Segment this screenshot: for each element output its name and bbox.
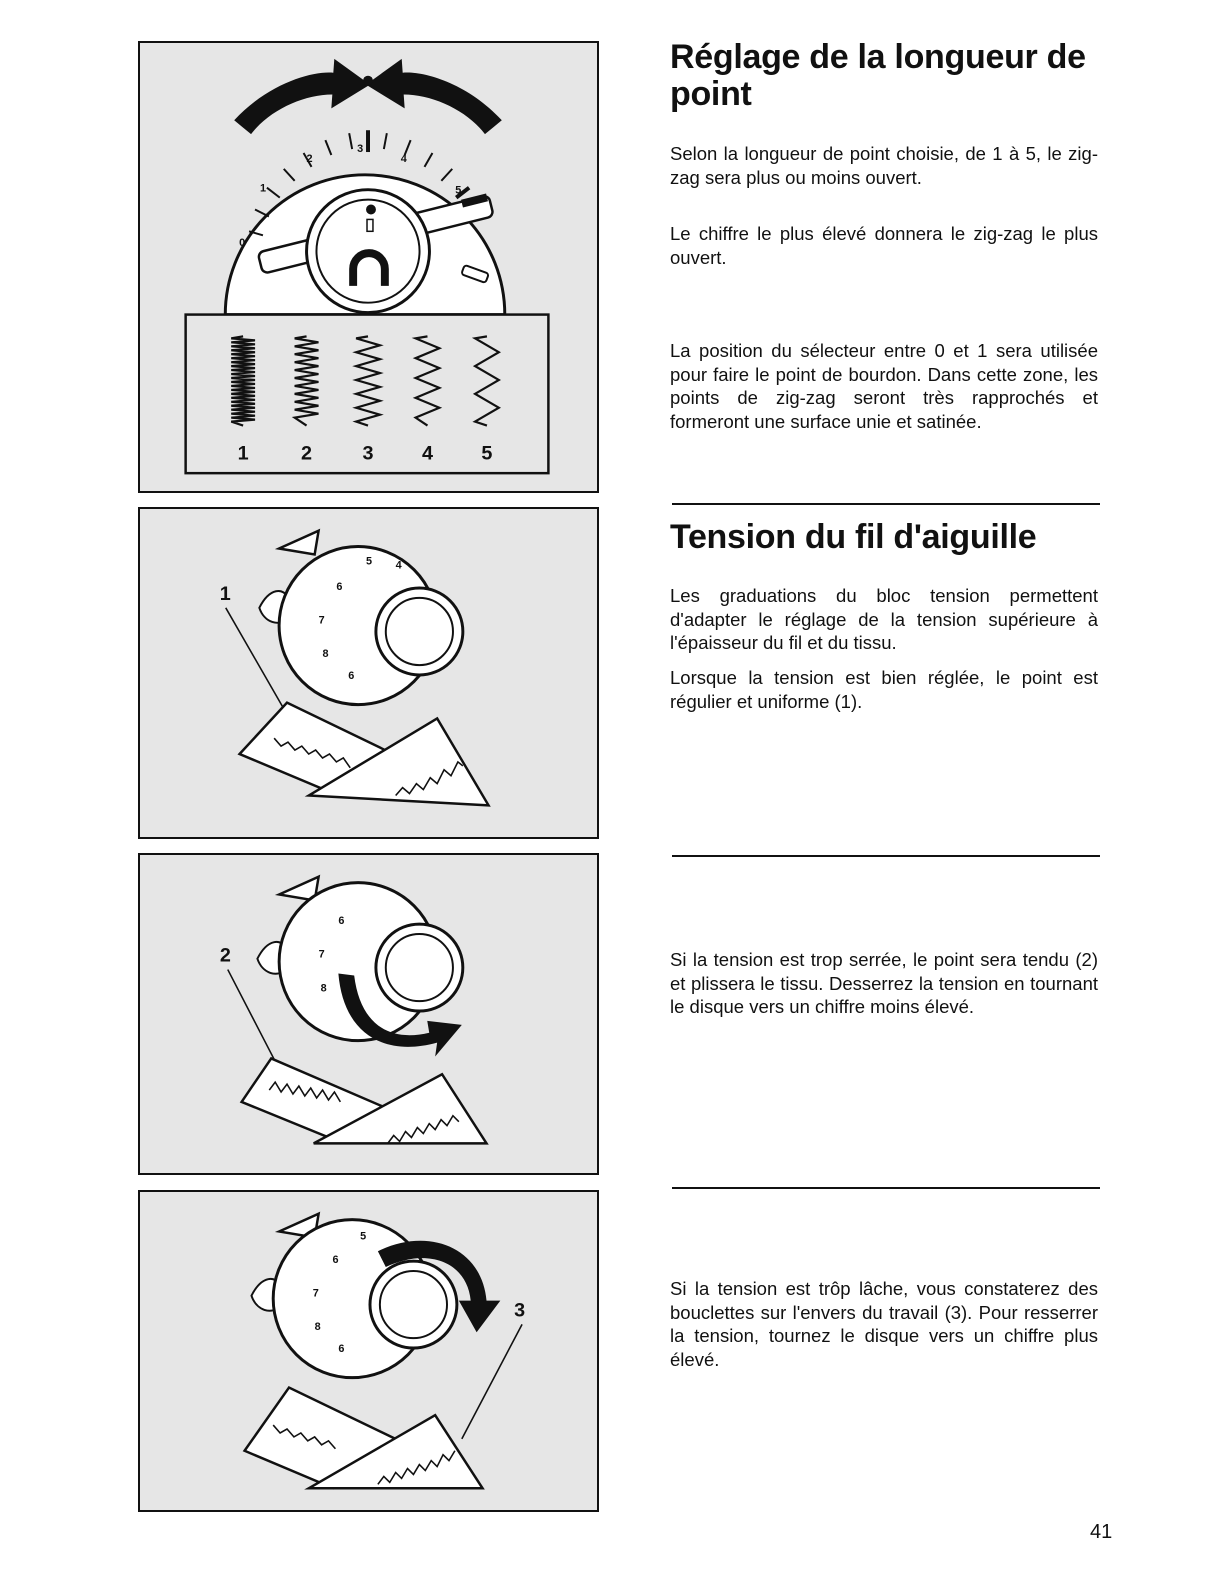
section-title-stitch-length: Réglage de la longueur de point	[670, 38, 1086, 113]
tension-knob-tight-illustration	[140, 855, 597, 1173]
stitch-label-2: 2	[301, 442, 313, 465]
knob-number-7: 7	[318, 614, 325, 627]
paragraph-tension-4: Si la tension est trôp lâche, vous constaterez des bouclettes sur l'envers du travail (3). Pour resserrer la tension, tournez le disque vers un chiffre plus élevé.	[670, 1278, 1098, 1370]
figure-tension-too-loose	[138, 1190, 599, 1512]
figure-tension-too-tight	[138, 853, 599, 1175]
paragraph-tension-2: Lorsque la tension est bien réglée, le point est régulier et uniforme (1).	[670, 667, 1098, 712]
callout-2: 2	[219, 944, 231, 967]
divider	[672, 1187, 1100, 1189]
divider	[672, 503, 1100, 505]
divider	[672, 855, 1100, 857]
paragraph-stitch-length-1: Selon la longueur de point choisie, de 1 à 5, le zig-zag sera plus ou moins ouvert.	[670, 143, 1098, 188]
stitch-label-3: 3	[362, 442, 374, 465]
stitch-label-5: 5	[481, 442, 493, 465]
knob-number-6b: 6	[348, 669, 355, 682]
callout-1: 1	[219, 582, 231, 605]
dial-number-4: 4	[400, 152, 407, 165]
stitch-length-dial-illustration	[140, 43, 597, 491]
paragraph-tension-3: Si la tension est trop serrée, le point sera tendu (2) et plissera le tissu. Desserrez la tension en tournant le disque vers un chiffre moins élevé.	[670, 949, 1098, 1017]
knob-number-6: 6	[336, 581, 343, 594]
knob-number-5: 5	[366, 555, 373, 568]
knob-number-7: 7	[318, 948, 325, 961]
knob-number-7: 7	[312, 1287, 319, 1300]
knob-number-8: 8	[314, 1321, 321, 1334]
page-number: 41	[1090, 1521, 1113, 1543]
dial-number-3: 3	[357, 143, 364, 156]
paragraph-stitch-length-2: Le chiffre le plus élevé donnera le zig-zag le plus ouvert.	[670, 223, 1098, 268]
knob-number-8: 8	[320, 982, 327, 995]
section-title-needle-tension: Tension du fil d'aiguille	[670, 518, 1037, 556]
callout-3: 3	[514, 1299, 526, 1322]
stitch-label-1: 1	[237, 442, 249, 465]
figure-stitch-length-dial	[138, 41, 599, 493]
paragraph-stitch-length-3: La position du sélecteur entre 0 et 1 sera utilisée pour faire le point de bourdon. Dans cette zone, les points de zig-zag seront très rapprochés et formeront une surface unie et satinée.	[670, 340, 1098, 432]
stitch-label-4: 4	[421, 442, 433, 465]
knob-number-6: 6	[332, 1254, 339, 1267]
dial-number-1: 1	[259, 182, 267, 195]
knob-number-5: 5	[360, 1230, 367, 1243]
paragraph-tension-1: Les graduations du bloc tension permettent d'adapter le réglage de la tension supérieure à l'épaisseur du fil et du tissu.	[670, 585, 1098, 653]
knob-number-4: 4	[395, 559, 402, 572]
tension-knob-loose-illustration	[140, 1192, 597, 1510]
knob-number-8: 8	[322, 648, 329, 661]
figure-tension-correct	[138, 507, 599, 839]
dial-number-0: 0	[239, 237, 246, 250]
tension-knob-correct-illustration	[140, 509, 597, 837]
knob-number-6: 6	[338, 915, 345, 928]
dial-number-2: 2	[306, 152, 313, 165]
dial-number-5: 5	[455, 184, 462, 197]
knob-number-6b: 6	[338, 1342, 345, 1355]
